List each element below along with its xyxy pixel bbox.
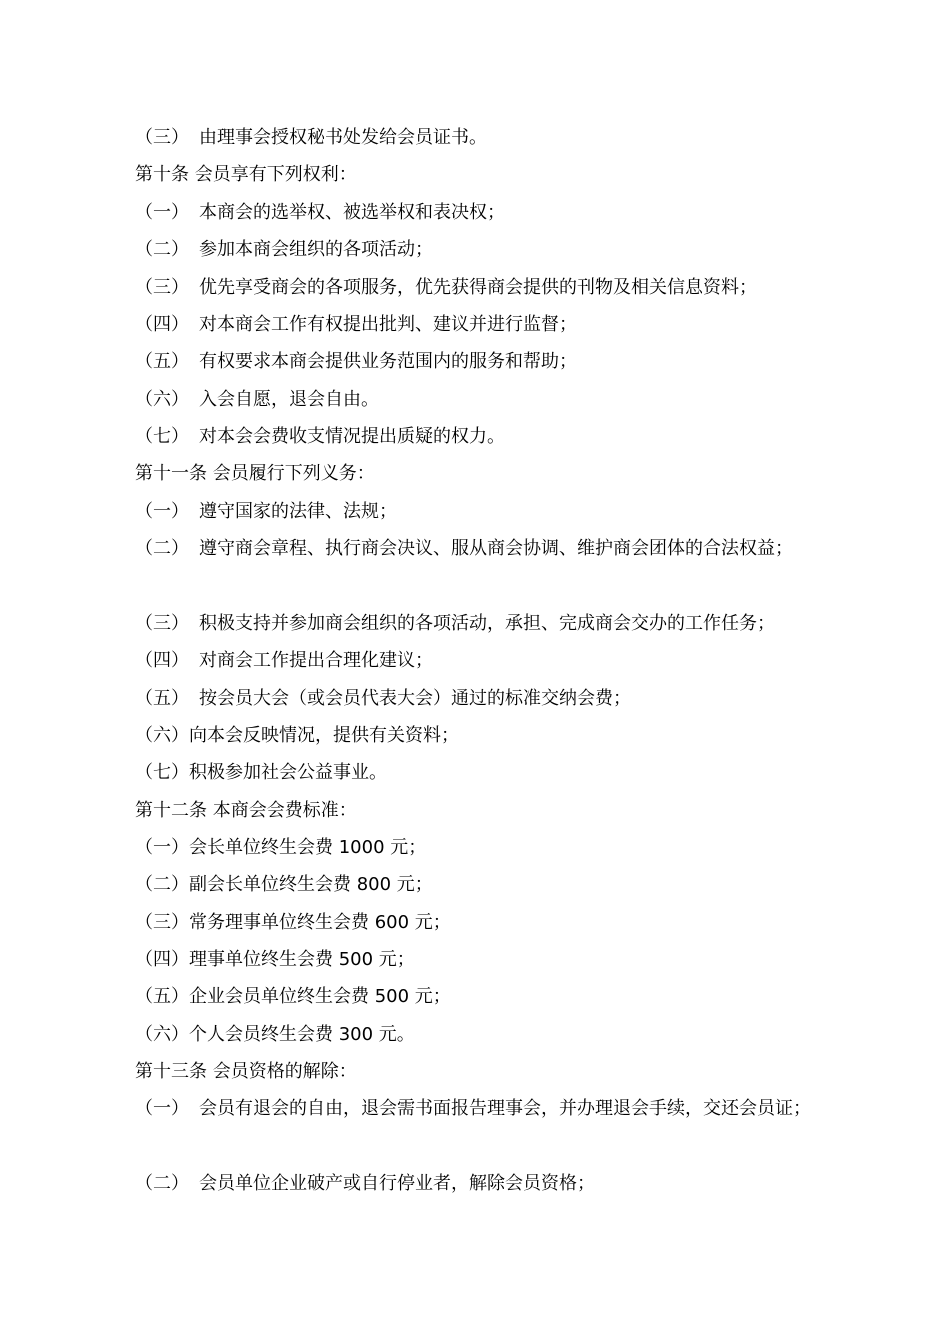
list-item bbox=[135, 535, 910, 563]
item-text: 遵守国家的法律、法规； bbox=[199, 501, 397, 522]
list-item bbox=[135, 834, 910, 862]
heading-text: 第十二条 本商会会费标准： bbox=[135, 800, 357, 821]
item-number: （五） bbox=[135, 351, 189, 372]
item-text: 本商会的选举权、被选举权和表决权； bbox=[199, 202, 505, 223]
item-number: （二） bbox=[135, 239, 189, 260]
item-number: （二） bbox=[135, 1173, 189, 1194]
article-heading bbox=[135, 460, 910, 488]
list-item bbox=[135, 124, 910, 152]
item-number: （六） bbox=[135, 389, 189, 410]
item-number: （三） bbox=[135, 613, 189, 634]
item-number: （二） bbox=[135, 538, 189, 559]
article-heading bbox=[135, 161, 910, 189]
list-item bbox=[135, 871, 910, 899]
item-number: （四） bbox=[135, 314, 189, 335]
list-item bbox=[135, 386, 910, 414]
item-number: （一） bbox=[135, 501, 189, 522]
article-heading bbox=[135, 797, 910, 825]
item-number: （四） bbox=[135, 650, 189, 671]
heading-text: 第十条 会员享有下列权利： bbox=[135, 164, 357, 185]
item-number: （三） bbox=[135, 277, 189, 298]
item-text: （七）积极参加社会公益事业。 bbox=[135, 762, 387, 783]
list-item bbox=[135, 274, 910, 302]
item-text: （一）会长单位终生会费 1000 元； bbox=[135, 837, 427, 858]
heading-text: 第十一条 会员履行下列义务： bbox=[135, 463, 375, 484]
list-item bbox=[135, 1170, 910, 1198]
item-text: 会员有退会的自由，退会需书面报告理事会，并办理退会手续，交还会员证； bbox=[199, 1098, 811, 1119]
list-item bbox=[135, 498, 910, 526]
item-text: （二）副会长单位终生会费 800 元； bbox=[135, 874, 433, 895]
item-text: 有权要求本商会提供业务范围内的服务和帮助； bbox=[199, 351, 577, 372]
item-text: 会员单位企业破产或自行停业者，解除会员资格； bbox=[199, 1173, 595, 1194]
list-item bbox=[135, 946, 910, 974]
item-text: 入会自愿，退会自由。 bbox=[199, 389, 379, 410]
item-text: （四）理事单位终生会费 500 元； bbox=[135, 949, 415, 970]
list-item bbox=[135, 909, 910, 937]
item-text: （三）常务理事单位终生会费 600 元； bbox=[135, 912, 451, 933]
item-text: 对本商会工作有权提出批判、建议并进行监督； bbox=[199, 314, 577, 335]
item-text: 参加本商会组织的各项活动； bbox=[199, 239, 433, 260]
item-number: （一） bbox=[135, 1098, 189, 1119]
list-item bbox=[135, 610, 910, 638]
item-text: 遵守商会章程、执行商会决议、服从商会协调、维护商会团体的合法权益； bbox=[199, 538, 793, 559]
item-text: 优先享受商会的各项服务，优先获得商会提供的刊物及相关信息资料； bbox=[199, 277, 757, 298]
item-text: （六）向本会反映情况，提供有关资料； bbox=[135, 725, 459, 746]
list-item bbox=[135, 759, 910, 787]
item-text: 对本会会费收支情况提出质疑的权力。 bbox=[199, 426, 505, 447]
item-text: （五）企业会员单位终生会费 500 元； bbox=[135, 986, 451, 1007]
list-item bbox=[135, 1021, 910, 1049]
item-text: （六）个人会员终生会费 300 元。 bbox=[135, 1024, 415, 1045]
item-number: （七） bbox=[135, 426, 189, 447]
item-number: （一） bbox=[135, 202, 189, 223]
list-item bbox=[135, 983, 910, 1011]
list-item bbox=[135, 348, 910, 376]
item-number: （三） bbox=[135, 127, 189, 148]
list-item bbox=[135, 1095, 910, 1123]
article-heading bbox=[135, 1058, 910, 1086]
heading-text: 第十三条 会员资格的解除： bbox=[135, 1061, 357, 1082]
list-item bbox=[135, 722, 910, 750]
item-text: 对商会工作提出合理化建议； bbox=[199, 650, 433, 671]
item-text: 由理事会授权秘书处发给会员证书。 bbox=[199, 127, 487, 148]
item-text: 按会员大会（或会员代表大会）通过的标准交纳会费； bbox=[199, 688, 631, 709]
item-text: 积极支持并参加商会组织的各项活动，承担、完成商会交办的工作任务； bbox=[199, 613, 775, 634]
list-item bbox=[135, 647, 910, 675]
list-item bbox=[135, 236, 910, 264]
list-item bbox=[135, 311, 910, 339]
item-number: （五） bbox=[135, 688, 189, 709]
list-item bbox=[135, 685, 910, 713]
list-item bbox=[135, 199, 910, 227]
list-item bbox=[135, 423, 910, 451]
